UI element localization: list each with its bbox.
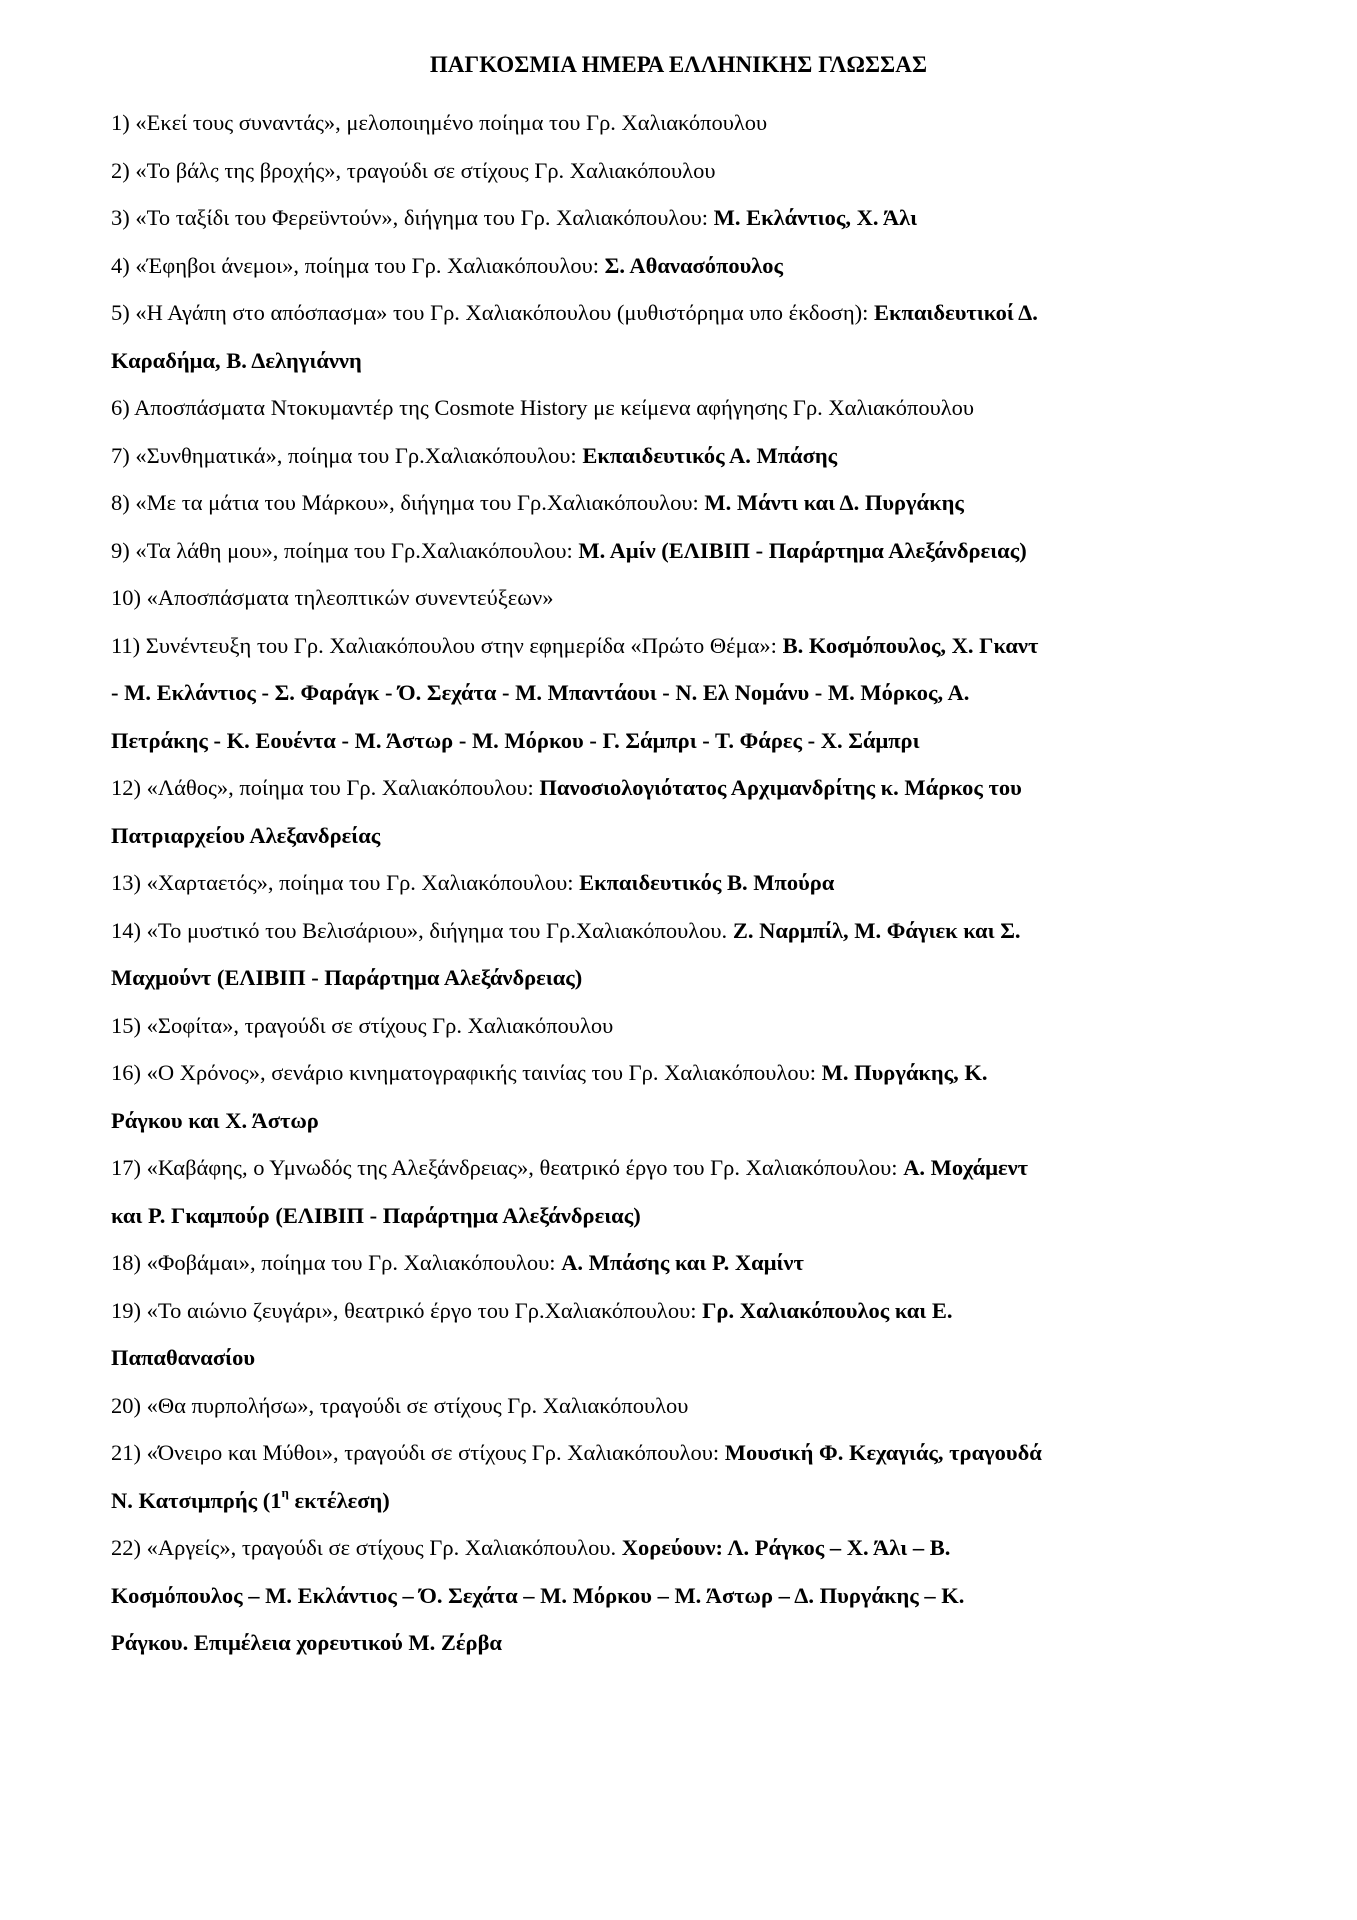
line-performers: Μ. Μάντι και Δ. Πυργάκης bbox=[704, 490, 964, 515]
line-performers: Χορεύουν: Λ. Ράγκος – Χ. Άλι – Β. bbox=[621, 1535, 951, 1560]
program-line bbox=[111, 1619, 1311, 1667]
program-line bbox=[111, 1144, 1311, 1192]
line-performers: Β. Κοσμόπουλος, Χ. Γκαντ bbox=[782, 632, 1039, 658]
line-text: 8) «Με τα μάτια του Μάρκου», διήγημα του Γρ.Χαλιακόπουλου: bbox=[111, 490, 705, 515]
line-text: 9) «Τα λάθη μου», ποίημα του Γρ.Χαλιακόπουλου: bbox=[111, 537, 579, 563]
program-line bbox=[111, 242, 1311, 290]
line-performers: Α. Μοχάμεντ bbox=[903, 1155, 1028, 1180]
line-text: 6) Αποσπάσματα Ντοκυμαντέρ της Cosmote History με κείμενα αφήγησης Γρ. Χαλιακόπουλου bbox=[111, 395, 975, 420]
program-list bbox=[111, 99, 1311, 1667]
line-performers: Παπαθανασίου bbox=[111, 1345, 255, 1370]
line-text: 7) «Συνθηματικά», ποίημα του Γρ.Χαλιακόπουλου: bbox=[111, 442, 583, 468]
line-performers: Ράγκου και Χ. Άστωρ bbox=[111, 1107, 319, 1133]
ordinal-superscript: η bbox=[281, 1485, 289, 1500]
program-line bbox=[111, 1002, 1311, 1050]
line-performers: και Ρ. Γκαμπούρ (ΕΛΙΒΙΠ - Παράρτημα Αλεξάνδρειας) bbox=[111, 1202, 641, 1228]
line-text: 19) «Το αιώνιο ζευγάρι», θεατρικό έργο του Γρ.Χαλιακόπουλου: bbox=[111, 1297, 703, 1323]
line-performers: Μ. Πυργάκης, Κ. bbox=[821, 1060, 988, 1085]
line-performers: Κοσμόπουλος – Μ. Εκλάντιος – Ό. Σεχάτα – Μ. Μόρκου – Μ. Άστωρ – Δ. Πυργάκης – Κ. bbox=[111, 1582, 965, 1608]
line-text: 13) «Χαρταετός», ποίημα του Γρ. Χαλιακόπουλου: bbox=[111, 870, 580, 895]
line-text: 2) «Το βάλς της βροχής», τραγούδι σε στίχους Γρ. Χαλιακόπουλου bbox=[111, 157, 716, 183]
line-performers: Μαχμούντ (ΕΛΙΒΙΠ - Παράρτημα Αλεξάνδρειας) bbox=[111, 965, 583, 990]
line-text: 12) «Λάθος», ποίημα του Γρ. Χαλιακόπουλου: bbox=[111, 775, 540, 800]
program-line bbox=[111, 1192, 1311, 1240]
line-text: 21) «Όνειρο και Μύθοι», τραγούδι σε στίχους Γρ. Χαλιακόπουλου: bbox=[111, 1440, 725, 1465]
line-performers: Α. Μπάσης και Ρ. Χαμίντ bbox=[561, 1250, 804, 1275]
program-line bbox=[111, 1049, 1311, 1097]
program-line bbox=[111, 1287, 1311, 1335]
program-line bbox=[111, 384, 1311, 432]
program-line bbox=[111, 99, 1311, 147]
line-performers: Ζ. Ναρμπίλ, Μ. Φάγιεκ και Σ. bbox=[732, 917, 1021, 943]
line-text: 11) Συνέντευξη του Γρ. Χαλιακόπουλου στην εφημερίδα «Πρώτο Θέμα»: bbox=[111, 632, 783, 658]
program-line bbox=[111, 622, 1311, 670]
line-performers-cont: εκτέλεση) bbox=[288, 1487, 390, 1513]
line-performers: Εκπαιδευτικοί Δ. bbox=[874, 300, 1038, 325]
line-text: 15) «Σοφίτα», τραγούδι σε στίχους Γρ. Χαλιακόπουλου bbox=[111, 1012, 614, 1038]
line-text: 22) «Αργείς», τραγούδι σε στίχους Γρ. Χαλιακόπουλου. bbox=[111, 1535, 622, 1560]
line-performers: - Μ. Εκλάντιος - Σ. Φαράγκ - Ό. Σεχάτα - Μ. Μπαντάουι - Ν. Ελ Νομάνυ - Μ. Μόρκος, Α. bbox=[111, 680, 970, 705]
line-performers: Πετράκης - Κ. Εουέντα - Μ. Άστωρ - Μ. Μόρκου - Γ. Σάμπρι - Τ. Φάρες - Χ. Σάμπρι bbox=[111, 727, 920, 753]
line-performers: Μουσική Φ. Κεχαγιάς, τραγουδά bbox=[724, 1440, 1042, 1465]
line-text: 17) «Καβάφης, ο Υμνωδός της Αλεξάνδρειας», θεατρικό έργο του Γρ. Χαλιακόπουλου: bbox=[111, 1155, 904, 1180]
program-line bbox=[111, 337, 1311, 385]
program-line bbox=[111, 194, 1311, 242]
program-line bbox=[111, 1239, 1311, 1287]
line-performers: Σ. Αθανασόπουλος bbox=[604, 252, 784, 278]
program-line bbox=[111, 669, 1311, 717]
line-performers: Πατριαρχείου Αλεξανδρείας bbox=[111, 822, 381, 848]
line-text: 10) «Αποσπάσματα τηλεοπτικών συνεντεύξεων» bbox=[111, 585, 554, 610]
line-text: 1) «Εκεί τους συναντάς», μελοποιημένο ποίημα του Γρ. Χαλιακόπουλου bbox=[111, 110, 768, 135]
program-line bbox=[111, 1572, 1311, 1620]
program-line bbox=[111, 574, 1311, 622]
line-performers: Εκπαιδευτικός Β. Μπούρα bbox=[579, 870, 835, 895]
program-line bbox=[111, 907, 1311, 955]
program-line bbox=[111, 479, 1311, 527]
line-text: 16) «Ο Χρόνος», σενάριο κινηματογραφικής ταινίας του Γρ. Χαλιακόπουλου: bbox=[111, 1060, 822, 1085]
line-text: 20) «Θα πυρπολήσω», τραγούδι σε στίχους Γρ. Χαλιακόπουλου bbox=[111, 1392, 689, 1418]
program-line bbox=[111, 1334, 1311, 1382]
line-performers: Μ. Εκλάντιος, Χ. Άλι bbox=[713, 205, 918, 230]
program-line bbox=[111, 147, 1311, 195]
line-performers: Γρ. Χαλιακόπουλος και Ε. bbox=[702, 1297, 953, 1323]
program-line bbox=[111, 1382, 1311, 1430]
program-line bbox=[111, 859, 1311, 907]
program-line bbox=[111, 1429, 1311, 1477]
program-line bbox=[111, 289, 1311, 337]
program-line bbox=[111, 954, 1311, 1002]
program-line bbox=[111, 812, 1311, 860]
document-title: ΠΑΓΚΟΣΜΙΑ ΗΜΕΡΑ ΕΛΛΗΝΙΚΗΣ ΓΛΩΣΣΑΣ bbox=[429, 52, 928, 77]
line-performers: Εκπαιδευτικός Α. Μπάσης bbox=[582, 442, 838, 468]
line-performers: Καραδήμα, Β. Δεληγιάννη bbox=[111, 347, 362, 373]
program-line bbox=[111, 432, 1311, 480]
program-line bbox=[111, 1097, 1311, 1145]
program-line bbox=[111, 1477, 1311, 1525]
line-performers: Μ. Αμίν (ΕΛΙΒΙΠ - Παράρτημα Αλεξάνδρειας) bbox=[578, 537, 1027, 563]
program-line bbox=[111, 764, 1311, 812]
line-performers: Ν. Κατσιμπρής (1 bbox=[111, 1487, 282, 1513]
line-text: 5) «Η Αγάπη στο απόσπασμα» του Γρ. Χαλιακόπουλου (μυθιστόρημα υπο έκδοση): bbox=[111, 300, 875, 325]
line-text: 4) «Έφηβοι άνεμοι», ποίημα του Γρ. Χαλιακόπουλου: bbox=[111, 252, 605, 278]
program-line bbox=[111, 527, 1311, 575]
line-text: 14) «Το μυστικό του Βελισάριου», διήγημα του Γρ.Χαλιακόπουλου. bbox=[111, 917, 733, 943]
line-performers: Πανοσιολογιότατος Αρχιμανδρίτης κ. Μάρκος του bbox=[539, 775, 1022, 800]
program-line bbox=[111, 717, 1311, 765]
line-text: 18) «Φοβάμαι», ποίημα του Γρ. Χαλιακόπουλου: bbox=[111, 1250, 562, 1275]
line-text: 3) «Το ταξίδι του Φερεϋντούν», διήγημα του Γρ. Χαλιακόπουλου: bbox=[111, 205, 714, 230]
program-line bbox=[111, 1524, 1311, 1572]
line-performers: Ράγκου. Επιμέλεια χορευτικού Μ. Ζέρβα bbox=[111, 1630, 502, 1655]
